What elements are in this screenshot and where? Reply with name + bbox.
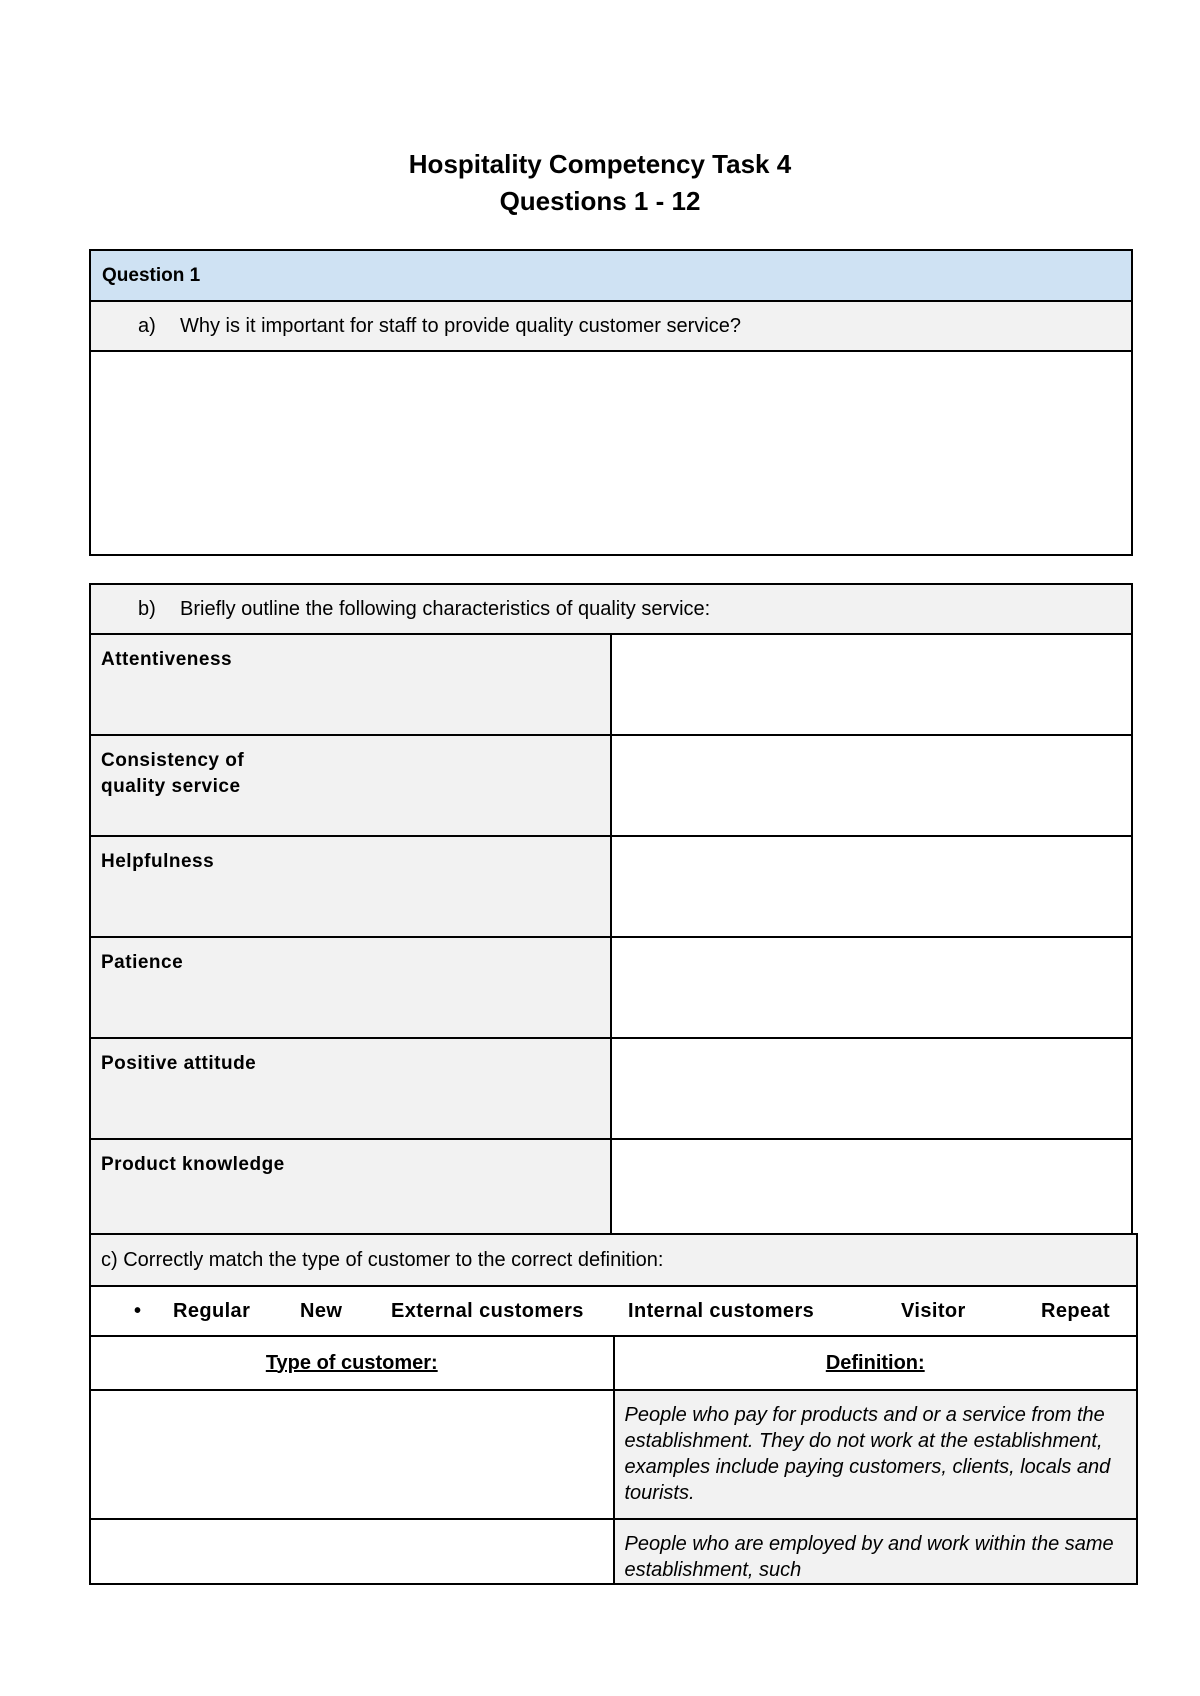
customer-type-answer[interactable] (90, 1390, 614, 1519)
characteristic-row (90, 1139, 1132, 1240)
question-1b-table (89, 583, 1133, 1241)
definition-row (90, 1390, 1137, 1519)
characteristic-answer[interactable] (611, 1038, 1132, 1139)
characteristic-answer[interactable] (611, 1139, 1132, 1240)
question-1-table (89, 249, 1133, 556)
question-1a-letter: a) (138, 314, 156, 337)
characteristic-answer[interactable] (611, 634, 1132, 735)
question-1-header: Question 1 (90, 250, 1132, 301)
characteristic-answer[interactable] (611, 937, 1132, 1038)
characteristic-answer[interactable] (611, 836, 1132, 937)
question-1a-answer-box[interactable] (90, 351, 1132, 555)
document-title (0, 146, 1200, 220)
bullet-icon: • (134, 1299, 142, 1322)
characteristic-row (90, 937, 1132, 1038)
option-external-customers: External customers (391, 1299, 584, 1322)
title-line-2: Questions 1 - 12 (499, 186, 701, 216)
definition-text: People who pay for products and or a service from the establishment. They do not work at the establishment, examples include paying customers, clients, locals and tourists. (614, 1390, 1138, 1519)
title-line-1: Hospitality Competency Task 4 (408, 149, 792, 179)
question-1b-text: Briefly outline the following characteristics of quality service: (180, 597, 711, 620)
definition-row (90, 1519, 1137, 1584)
definition-text: People who are employed by and work within the same establishment, such (614, 1519, 1138, 1584)
column-header-type: Type of customer: (90, 1336, 614, 1390)
customer-type-answer[interactable] (90, 1519, 614, 1584)
characteristic-label: Product knowledge (90, 1139, 611, 1240)
column-header-definition: Definition: (614, 1336, 1138, 1390)
characteristic-row (90, 735, 1132, 836)
question-1c-prompt: c) Correctly match the type of customer to the correct definition: (90, 1234, 1137, 1286)
option-repeat: Repeat (1041, 1299, 1111, 1322)
characteristic-label: Positive attitude (90, 1038, 611, 1139)
characteristic-label: Consistency of quality service (90, 735, 611, 836)
characteristic-label: Helpfulness (90, 836, 611, 937)
customer-type-options (90, 1286, 1137, 1336)
question-1c-table (89, 1233, 1138, 1585)
question-1a-text: Why is it important for staff to provide quality customer service? (180, 314, 741, 337)
question-1a-prompt (90, 301, 1132, 351)
option-new: New (300, 1299, 343, 1322)
option-regular: Regular (173, 1299, 251, 1322)
option-visitor: Visitor (901, 1299, 966, 1322)
option-internal-customers: Internal customers (628, 1299, 815, 1322)
characteristic-row (90, 1038, 1132, 1139)
characteristic-answer[interactable] (611, 735, 1132, 836)
characteristic-label: Patience (90, 937, 611, 1038)
characteristic-row (90, 836, 1132, 937)
question-1b-prompt (90, 584, 1132, 634)
characteristic-label: Attentiveness (90, 634, 611, 735)
characteristic-row (90, 634, 1132, 735)
question-1b-letter: b) (138, 597, 156, 620)
